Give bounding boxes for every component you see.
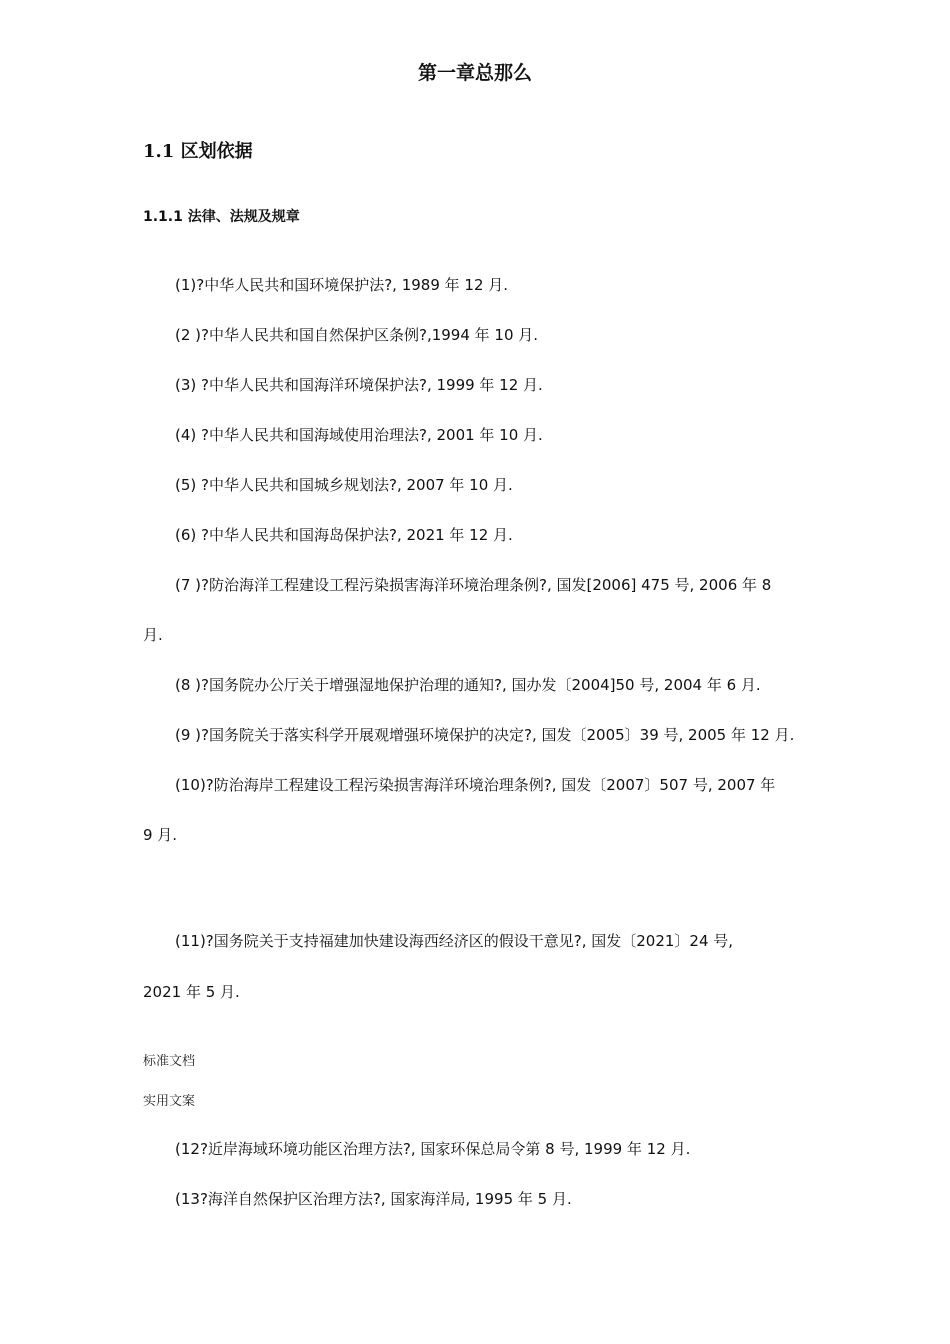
chapter-title: 第一章总那么 — [417, 62, 532, 84]
header-label-practical-copy: 实用文案 — [143, 1094, 196, 1109]
list-item: (4) ?中华人民共和国海域使用治理法?, 2001 年 10 月. — [175, 426, 543, 444]
list-item: (10)?防治海岸工程建设工程污染损害海洋环境治理条例?, 国发〔2007〕507 号, 2007 年 — [175, 776, 776, 794]
list-item: (9 )?国务院关于落实科学开展观增强环境保护的决定?, 国发〔2005〕39 号, 2005 年 12 月. — [175, 726, 795, 744]
list-item: (7 )?防治海洋工程建设工程污染损害海洋环境治理条例?, 国发[2006] 475 号, 2006 年 8 — [175, 576, 772, 594]
list-item-continuation: 2021 年 5 月. — [143, 983, 240, 1001]
list-item: (13?海洋自然保护区治理方法?, 国家海洋局, 1995 年 5 月. — [175, 1190, 572, 1208]
list-item: (2 )?中华人民共和国自然保护区条例?,1994 年 10 月. — [175, 326, 539, 344]
list-item: (3) ?中华人民共和国海洋环境保护法?, 1999 年 12 月. — [175, 376, 543, 394]
list-item: (1)?中华人民共和国环境保护法?, 1989 年 12 月. — [175, 276, 509, 294]
footer-label-standard-document: 标准文档 — [143, 1054, 196, 1069]
list-item: (8 )?国务院办公厅关于增强湿地保护治理的通知?, 国办发〔2004]50 号, 2004 年 6 月. — [175, 676, 761, 694]
list-item-continuation: 月. — [143, 626, 163, 644]
list-item: (12?近岸海域环境功能区治理方法?, 国家环保总局令第 8 号, 1999 年 12 月. — [175, 1140, 691, 1158]
subsection-heading: 1.1.1 法律、法规及规章 — [143, 209, 300, 225]
list-item: (5) ?中华人民共和国城乡规划法?, 2007 年 10 月. — [175, 476, 513, 494]
section-heading: 1.1 区划依据 — [143, 141, 253, 162]
list-item: (11)?国务院关于支持福建加快建设海西经济区的假设干意见?, 国发〔2021〕24 号, — [175, 932, 734, 950]
list-item-continuation: 9 月. — [143, 826, 178, 844]
list-item: (6) ?中华人民共和国海岛保护法?, 2021 年 12 月. — [175, 526, 513, 544]
